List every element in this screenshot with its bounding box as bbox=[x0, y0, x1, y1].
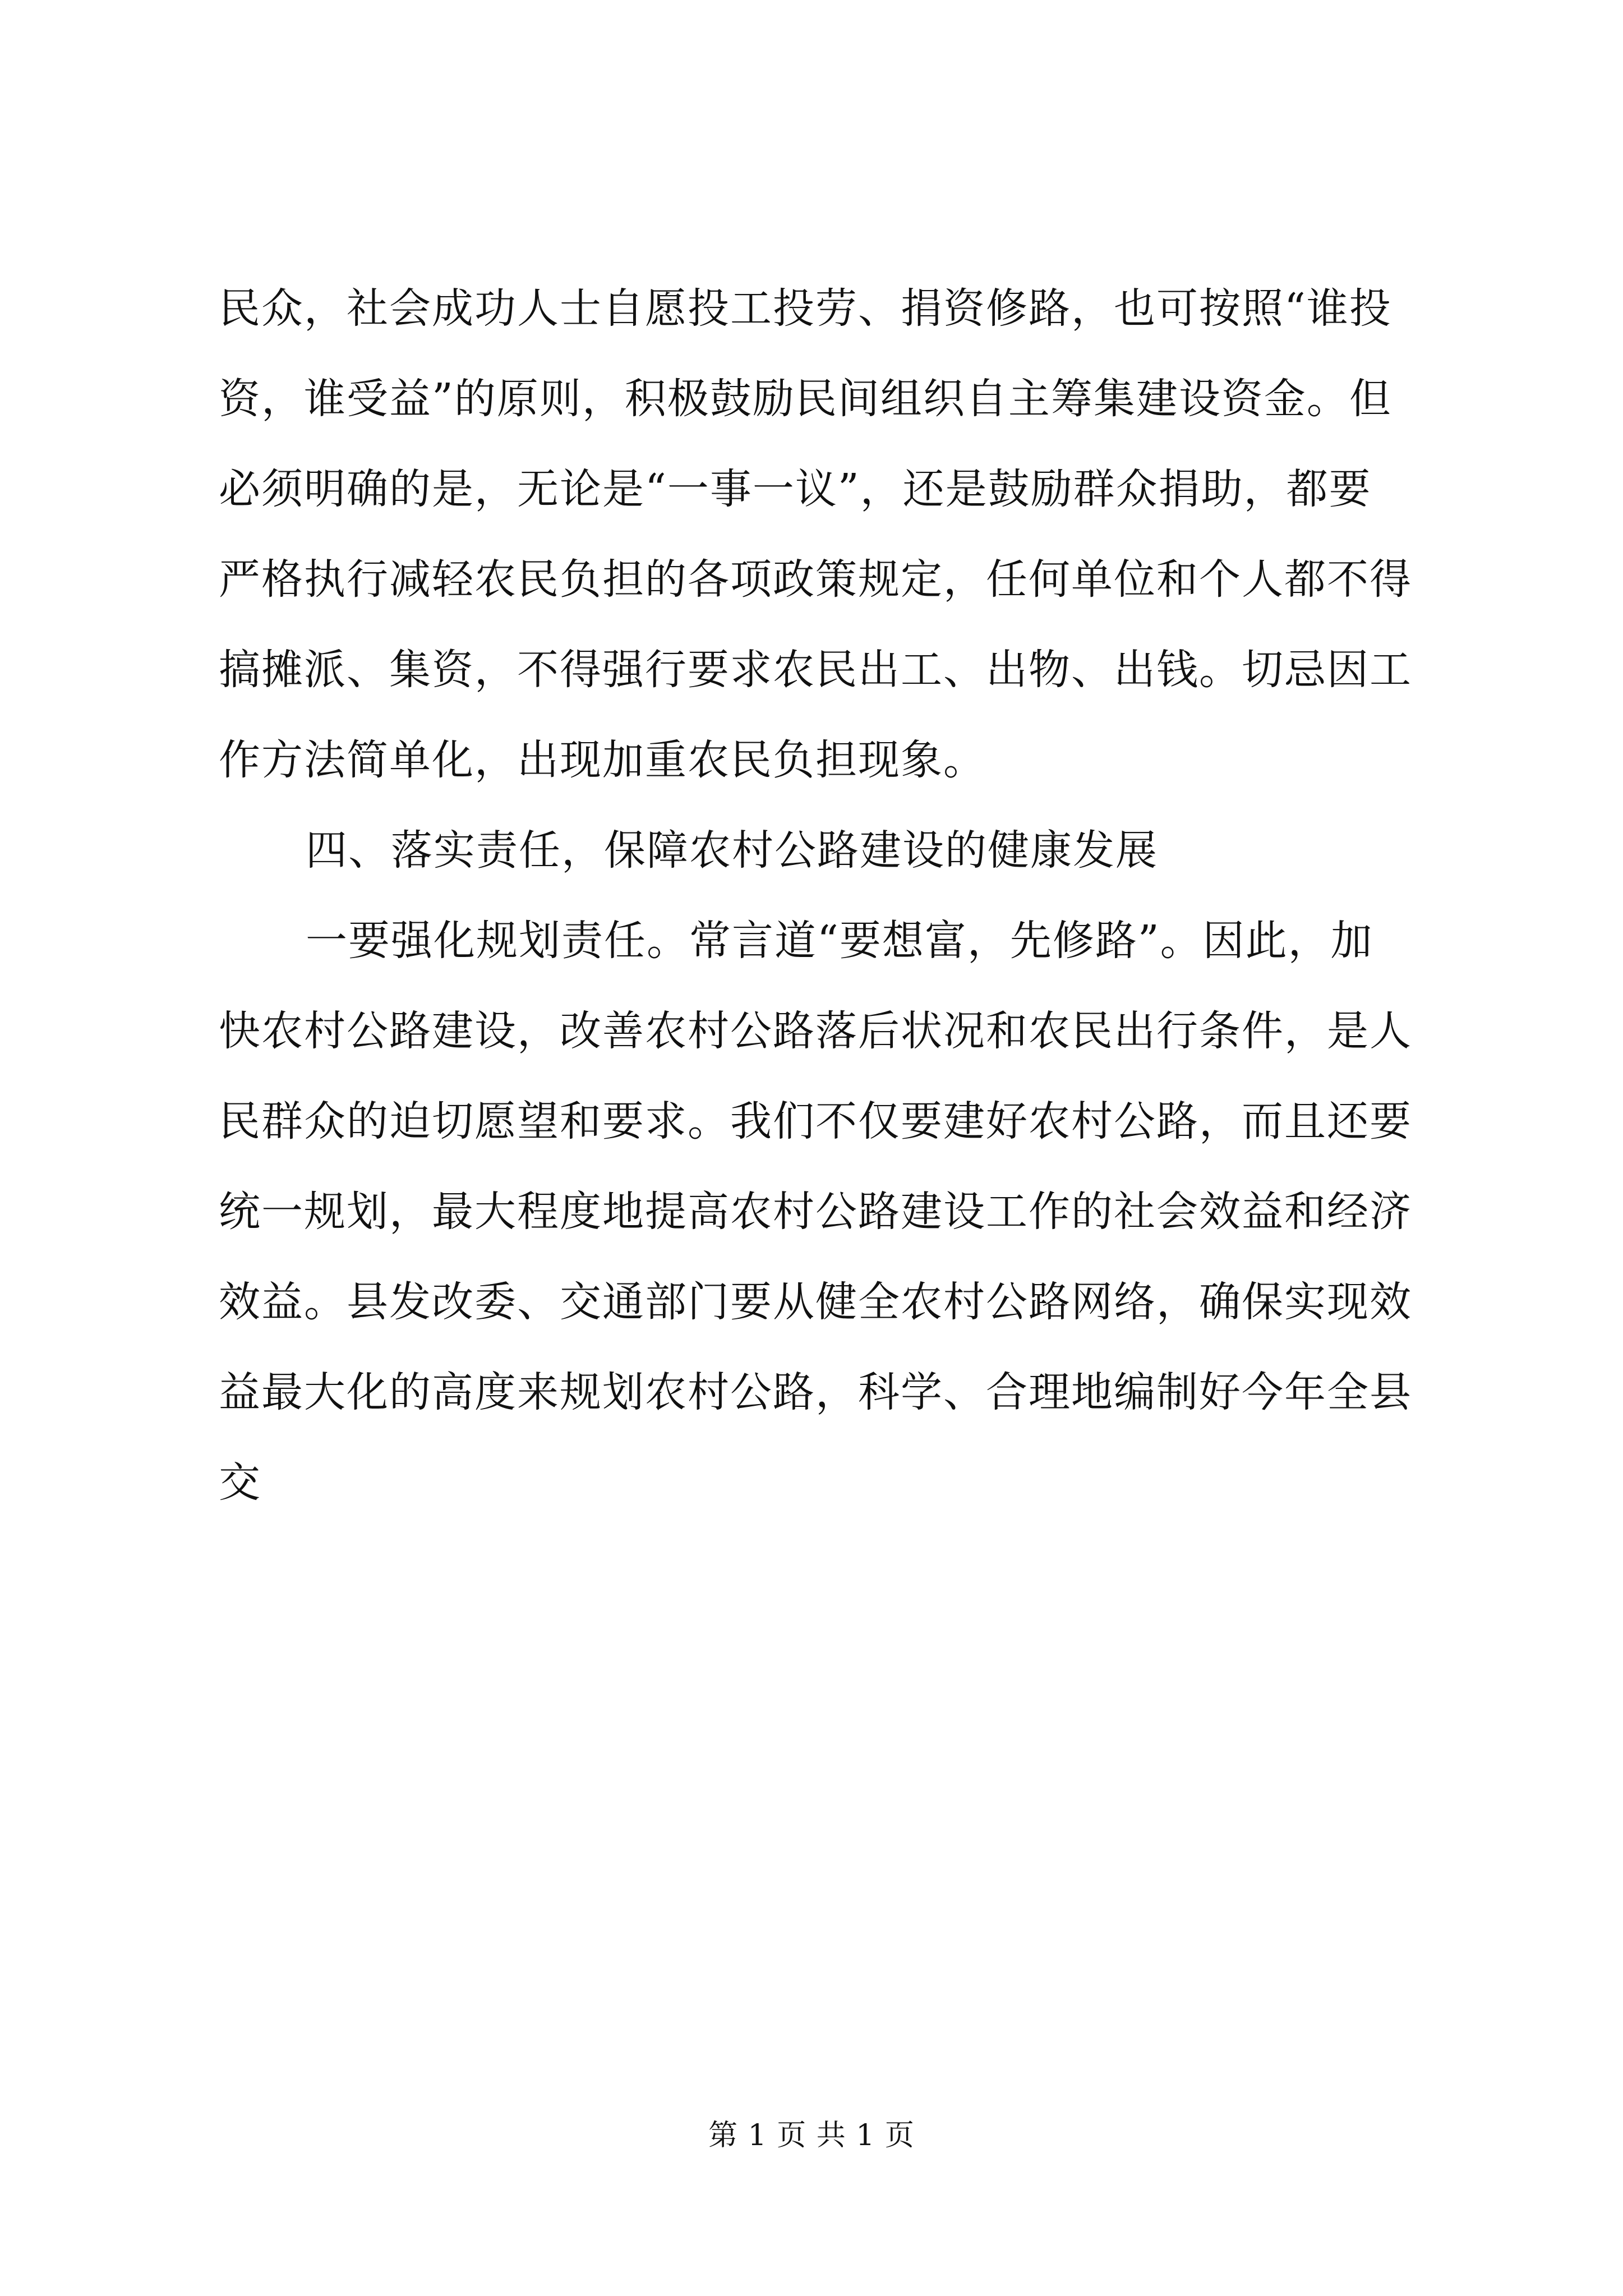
text-line: 民众，社会成功人士自愿投工投劳、捐资修路，也可按照“谁投 bbox=[219, 284, 1392, 333]
text-line: 搞摊派、集资，不得强行要求农民出工、出物、出钱。切忌因工 bbox=[219, 646, 1412, 694]
text-line: 必须明确的是，无论是“一事一议”，还是鼓励群众捐助，都要 bbox=[219, 465, 1372, 513]
text-line: 益最大化的高度来规划农村公路，科学、合理地编制好今年全县 bbox=[219, 1368, 1412, 1416]
section-heading: 四、落实责任，保障农村公路建设的健康发展 bbox=[306, 826, 1158, 875]
text-line: 统一规划，最大程度地提高农村公路建设工作的社会效益和经济 bbox=[219, 1188, 1412, 1236]
page-number-footer: 第 1 页 共 1 页 bbox=[708, 2119, 915, 2152]
text-line: 严格执行减轻农民负担的各项政策规定，任何单位和个人都不得 bbox=[219, 555, 1412, 604]
text-line: 资，谁受益”的原则，积极鼓励民间组织自主筹集建设资金。但 bbox=[219, 375, 1392, 423]
text-line: 民群众的迫切愿望和要求。我们不仅要建好农村公路，而且还要 bbox=[219, 1097, 1412, 1145]
paragraph-start-line: 一要强化规划责任。常言道“要想富，先修路”。因此，加 bbox=[306, 917, 1373, 965]
text-line: 作方法简单化，出现加重农民负担现象。 bbox=[219, 736, 986, 784]
text-line: 快农村公路建设，改善农村公路落后状况和农民出行条件，是人 bbox=[219, 1007, 1412, 1055]
text-line: 交 bbox=[219, 1458, 261, 1507]
document-body bbox=[219, 264, 1413, 1528]
text-line: 效益。县发改委、交通部门要从健全农村公路网络，确保实现效 bbox=[219, 1278, 1412, 1326]
